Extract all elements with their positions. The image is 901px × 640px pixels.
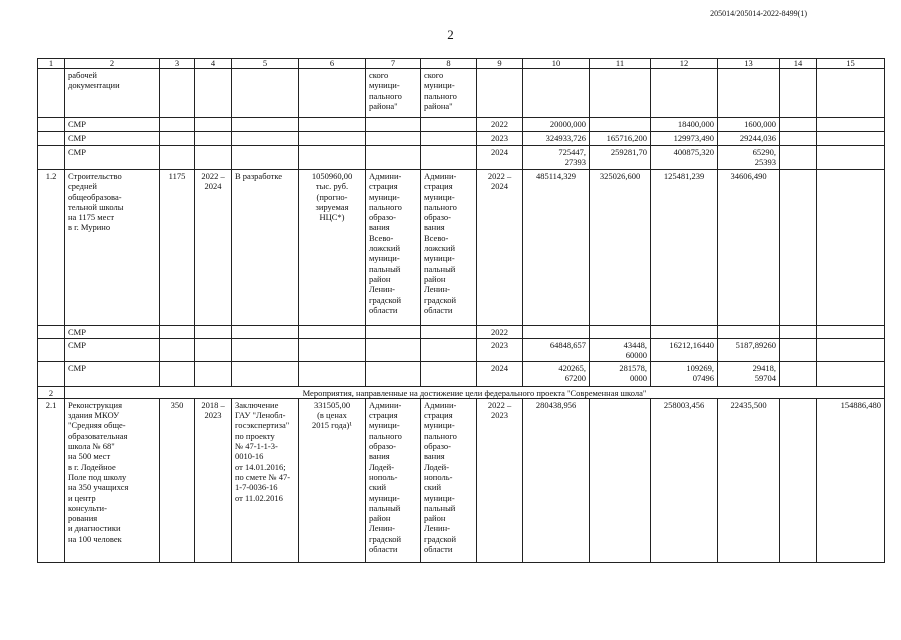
header-cell: 4 <box>195 59 232 69</box>
table-cell: 34606,490 <box>718 170 780 326</box>
table-cell <box>421 326 477 339</box>
table-cell: 2023 <box>477 339 523 362</box>
table-cell: рабочей документации <box>65 69 160 118</box>
table-cell: Строительство средней общеобразова- тельной школы на 1175 мест в г. Мурино <box>65 170 160 326</box>
table-cell: Админи- страция муници- пального образо- вания Лодей- нополь- ский муници- пальный район Ленин- градской области <box>421 398 477 562</box>
table-cell <box>817 339 885 362</box>
table-cell <box>232 146 299 170</box>
table-cell: 324933,726 <box>523 132 590 146</box>
table-cell <box>421 118 477 132</box>
table-cell <box>780 339 817 362</box>
table-cell: ского муници- пального района" <box>366 69 421 118</box>
table-cell <box>160 69 195 118</box>
table-cell: 109269, 07496 <box>651 361 718 386</box>
table-cell: Админи- страция муници- пального образо- вания Всево- ложский муници- пальный район Ленин- градской области <box>421 170 477 326</box>
header-cell: 7 <box>366 59 421 69</box>
table-cell: 18400,000 <box>651 118 718 132</box>
header-cell: 3 <box>160 59 195 69</box>
table-cell: Админи- страция муници- пального образо- вания Лодей- нополь- ский муници- пальный район Ленин- градской области <box>366 398 421 562</box>
table-cell: 29418, 59704 <box>718 361 780 386</box>
table-cell: 2024 <box>477 146 523 170</box>
table-cell: 281578, 0000 <box>590 361 651 386</box>
table-cell: 43448, 60000 <box>590 339 651 362</box>
table-cell <box>366 132 421 146</box>
table-cell: 64848,657 <box>523 339 590 362</box>
table-cell: 65290, 25393 <box>718 146 780 170</box>
table-cell <box>160 326 195 339</box>
table-cell <box>651 326 718 339</box>
header-cell: 1 <box>38 59 65 69</box>
table-cell <box>421 339 477 362</box>
table-row <box>38 170 885 326</box>
table-cell: 725447, 27393 <box>523 146 590 170</box>
table-cell: Реконструкция здания МКОУ "Средняя обще- образовательная школа № 68" на 500 мест в г. Лодейное Поле под школу на 350 учащихся и центр консульти- рования и диагностики на 100 человек <box>65 398 160 562</box>
table-cell <box>299 326 366 339</box>
table-cell <box>299 69 366 118</box>
table-row <box>38 146 885 170</box>
table-cell <box>817 118 885 132</box>
table-cell: Заключение ГАУ "Ленобл- госэкспертиза" по проекту № 47-1-1-3- 0010-16 от 14.01.2016; по смете № 47- 1-7-0036-16 от 11.02.2016 <box>232 398 299 562</box>
document-id: 205014/205014-2022-8499(1) <box>710 9 807 18</box>
table-cell: 2022 – 2024 <box>195 170 232 326</box>
header-cell: 10 <box>523 59 590 69</box>
header-cell: 8 <box>421 59 477 69</box>
table-cell: 280438,956 <box>523 398 590 562</box>
section-title: Мероприятия, направленные на достижение цели федерального проекта "Современная школа" <box>65 386 885 398</box>
table-cell: 2023 <box>477 132 523 146</box>
table-cell <box>195 326 232 339</box>
table-cell <box>590 69 651 118</box>
header-cell: 11 <box>590 59 651 69</box>
table-cell <box>195 361 232 386</box>
table-cell <box>38 132 65 146</box>
table-cell: 1050960,00 тыс. руб. (прогно- зируемая НЦС*) <box>299 170 366 326</box>
table-cell: СМР <box>65 132 160 146</box>
table-cell: 485114,329 <box>523 170 590 326</box>
table-cell <box>160 361 195 386</box>
header-cell: 6 <box>299 59 366 69</box>
table-cell: СМР <box>65 361 160 386</box>
table-cell: В разработке <box>232 170 299 326</box>
table-cell <box>817 132 885 146</box>
table-cell <box>160 132 195 146</box>
table-cell: 125481,239 <box>651 170 718 326</box>
table-row <box>38 326 885 339</box>
table-cell <box>366 118 421 132</box>
table-cell <box>195 339 232 362</box>
table-cell <box>366 146 421 170</box>
table-cell <box>817 146 885 170</box>
table-row <box>38 398 885 562</box>
table-cell <box>780 361 817 386</box>
table-row <box>38 132 885 146</box>
table-cell <box>523 326 590 339</box>
table-cell <box>38 326 65 339</box>
header-cell: 13 <box>718 59 780 69</box>
table-cell: 2022 <box>477 118 523 132</box>
table-cell: 2.1 <box>38 398 65 562</box>
table-cell: 22435,500 <box>718 398 780 562</box>
table-cell <box>523 69 590 118</box>
table-cell <box>590 118 651 132</box>
table-cell: 165716,200 <box>590 132 651 146</box>
table-cell: 29244,036 <box>718 132 780 146</box>
table-cell: 259281,70 <box>590 146 651 170</box>
table-cell: 2018 – 2023 <box>195 398 232 562</box>
table-cell <box>299 339 366 362</box>
table-cell <box>366 339 421 362</box>
table-cell <box>232 361 299 386</box>
page-number: 2 <box>447 27 454 42</box>
table-cell <box>718 326 780 339</box>
table-cell <box>780 170 817 326</box>
header-cell: 5 <box>232 59 299 69</box>
table-cell <box>366 326 421 339</box>
table-cell: 129973,490 <box>651 132 718 146</box>
table-cell: СМР <box>65 146 160 170</box>
table-cell: СМР <box>65 339 160 362</box>
table-cell <box>38 118 65 132</box>
table-row <box>38 339 885 362</box>
table-cell <box>651 69 718 118</box>
table-cell <box>160 146 195 170</box>
table-cell <box>477 69 523 118</box>
section-number: 2 <box>38 386 65 398</box>
table-cell <box>421 361 477 386</box>
table-cell <box>38 339 65 362</box>
table-cell <box>195 118 232 132</box>
table-cell <box>38 361 65 386</box>
table-cell: 400875,320 <box>651 146 718 170</box>
table-cell <box>232 69 299 118</box>
data-table <box>37 58 885 563</box>
table-cell <box>780 132 817 146</box>
table-cell <box>780 69 817 118</box>
table-cell <box>421 146 477 170</box>
table-cell: 2022 – 2024 <box>477 170 523 326</box>
table-row <box>38 118 885 132</box>
table-cell: 16212,16440 <box>651 339 718 362</box>
table-cell: 20000,000 <box>523 118 590 132</box>
section-row <box>38 386 885 398</box>
table-cell <box>817 69 885 118</box>
header-row <box>38 59 885 69</box>
table-cell <box>817 170 885 326</box>
table-cell <box>232 326 299 339</box>
table-cell <box>590 326 651 339</box>
table-cell <box>299 146 366 170</box>
table-cell: 2022 – 2023 <box>477 398 523 562</box>
table-row <box>38 69 885 118</box>
table-cell: 350 <box>160 398 195 562</box>
table-cell <box>817 326 885 339</box>
table-cell <box>232 339 299 362</box>
table-cell <box>160 339 195 362</box>
table-cell <box>195 132 232 146</box>
table-cell: 2022 <box>477 326 523 339</box>
table-cell <box>195 69 232 118</box>
table-cell <box>366 361 421 386</box>
table-cell: ского муници- пального района" <box>421 69 477 118</box>
table-cell <box>780 118 817 132</box>
table-cell <box>195 146 232 170</box>
table-cell: СМР <box>65 326 160 339</box>
table-cell: 1.2 <box>38 170 65 326</box>
table-cell: 154886,480 <box>817 398 885 562</box>
table-cell: 331505,00 (в ценах 2015 года)¹ <box>299 398 366 562</box>
table-cell: СМР <box>65 118 160 132</box>
table-cell <box>299 118 366 132</box>
table-cell: 420265, 67200 <box>523 361 590 386</box>
table-cell <box>299 132 366 146</box>
table-cell: 5187,89260 <box>718 339 780 362</box>
table-cell: 325026,600 <box>590 170 651 326</box>
table-cell: 1175 <box>160 170 195 326</box>
table-cell <box>38 69 65 118</box>
table-cell <box>817 361 885 386</box>
table-row <box>38 361 885 386</box>
table-cell <box>780 326 817 339</box>
header-cell: 2 <box>65 59 160 69</box>
table-cell <box>38 146 65 170</box>
header-cell: 12 <box>651 59 718 69</box>
table-cell: 258003,456 <box>651 398 718 562</box>
table-cell <box>718 69 780 118</box>
table-cell <box>780 146 817 170</box>
header-cell: 15 <box>817 59 885 69</box>
table-cell: 2024 <box>477 361 523 386</box>
table-cell <box>232 132 299 146</box>
table-cell <box>421 132 477 146</box>
table-cell <box>232 118 299 132</box>
header-cell: 9 <box>477 59 523 69</box>
table-cell <box>590 398 651 562</box>
table-cell <box>299 361 366 386</box>
table-cell: Админи- страция муници- пального образо- вания Всево- ложский муници- пальный район Ленин- градской области <box>366 170 421 326</box>
header-cell: 14 <box>780 59 817 69</box>
table-cell <box>160 118 195 132</box>
table-cell: 1600,000 <box>718 118 780 132</box>
table-cell <box>780 398 817 562</box>
